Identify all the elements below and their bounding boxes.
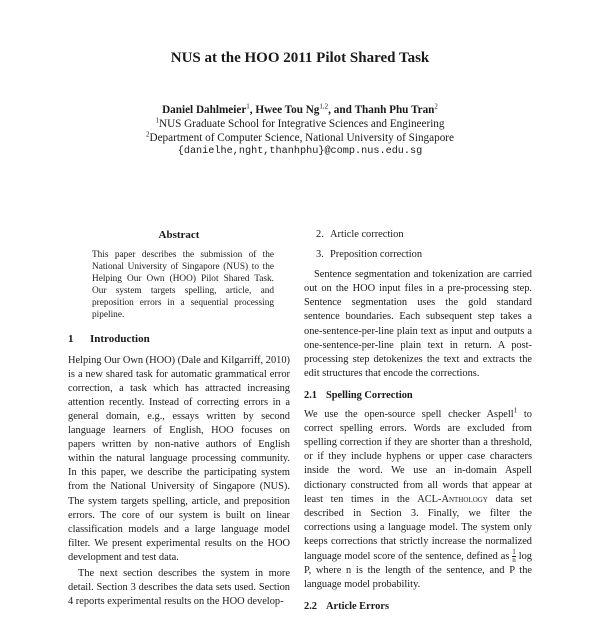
affiliation-1: $^1$NUS Graduate School for Integrative Sciences and Engineering xyxy=(155,116,445,130)
paper-title: NUS at the HOO 2011 Pilot Shared Task xyxy=(170,50,430,66)
author-1-sup: 1 xyxy=(246,102,250,111)
section-heading-spelling: 2.1 Spelling Correction xyxy=(304,389,413,401)
preprocessing-paragraph: Sentence segmentation and tokenization are carried out on the HOO input files in a pre-processing step. Sentence segmentation uses the gold standard sentence boundaries. Each subsequent step takes a one-sentence-per-line plain text as input and outputs a one-sentence-per-line plain text in return. A post-processing step detokenizes the text and extracts the edit structures that encode the corrections. xyxy=(304,269,532,379)
footnote-marker: 1 xyxy=(513,406,518,415)
section-heading-introduction: 1 Introduction xyxy=(68,332,150,345)
list-item: 3. Preposition correction xyxy=(316,249,423,261)
author-3-sup: 2 xyxy=(434,102,438,111)
affiliation-2: $^2$Department of Computer Science, National University of Singapore xyxy=(146,130,454,144)
author-email: {danielhe,nght,thanhphu}@comp.nus.edu.sg xyxy=(177,146,423,157)
left-column xyxy=(68,228,290,609)
spelling-paragraph: We use the open-source spell checker Aspell$^1$ to correct spelling errors. Words are excluded from spelling correction if they are shorter than a threshold, or if they include hyphens or upper case characters inside the word. We use an in-domain Aspell dictionary constructed from all words that appear at least ten times in the ACL-Anthology data set described in Section 3. Finally, we filter the corrections using a language model. The system only keeps corrections that strictly increase the normalized language model score of the sentence, defined as $\frac{1}{n}$ log P, where n is the length of the sentence, and P the language model probability. xyxy=(304,406,533,591)
author-and: and xyxy=(333,104,352,116)
acl-anthology-term: ACL-Anthology xyxy=(417,493,488,505)
author-block xyxy=(0,103,600,159)
right-column xyxy=(304,228,532,619)
author-2: Hwee Tou Ng xyxy=(255,104,320,116)
intro-paragraph-2: The next section describes the system in more detail. Section 3 describes the data sets used. Section 4 reports experimental results on the HOO develop- xyxy=(68,568,290,608)
author-2-sup: 1,2 xyxy=(319,102,329,111)
author-line: Daniel Dahlmeier$^1$, Hwee Tou Ng$^{1,2}$, and Thanh Phu Tran$^2$ xyxy=(162,102,438,116)
author-1: Daniel Dahlmeier xyxy=(162,104,247,116)
abstract-heading: Abstract xyxy=(158,229,200,241)
section-heading-article-errors: 2.2 Article Errors xyxy=(304,601,389,613)
abstract-text: This paper describes the submission of the National University of Singapore (NUS) to the Helping Our Own (HOO) Pilot Shared Task. Our system targets spelling, article, and preposition errors in a sequential processing pipeline. xyxy=(92,250,274,320)
pipeline-list xyxy=(316,228,532,262)
list-item: 2. Article correction xyxy=(316,229,404,240)
fraction: $\frac{1}{n}$ xyxy=(512,547,516,564)
intro-paragraph-1: Helping Our Own (HOO) (Dale and Kilgarriff, 2010) is a new shared task for automatic grammatical error correction, a task which has attracted increasing attention recently. Instead of correcting errors in a general domain, e.g., essays written by second language learners of English, HOO focuses on papers written by non-native authors of English within the natural language processing community. In this paper, we describe the participating system from the National University of Singapore (NUS). The system targets spelling, article, and preposition errors. The core of our system is built on linear classification models and a large language model filter. We present experimental results on the HOO development and test data. xyxy=(68,354,290,563)
author-3: Thanh Phu Tran xyxy=(354,104,435,116)
